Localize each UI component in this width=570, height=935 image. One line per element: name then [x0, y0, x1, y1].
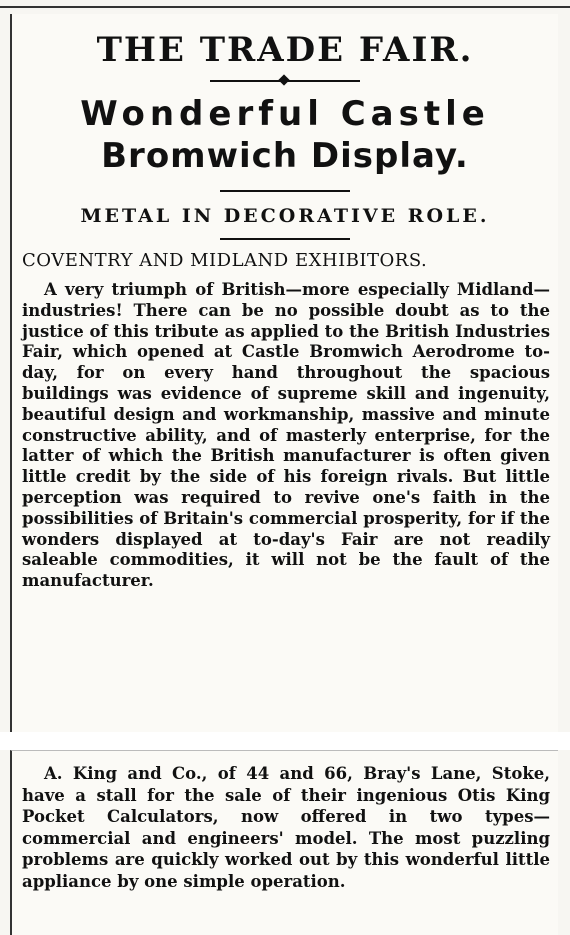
section-heading: COVENTRY AND MIDLAND EXHIBITORS. [22, 250, 428, 271]
subheadline-line-2: Bromwich Display. [101, 136, 469, 176]
ornamental-divider [210, 76, 360, 86]
divider-rule-1 [220, 190, 350, 192]
subheadline-line-1: Wonderful Castle [80, 94, 490, 134]
article-clipping-continuation [10, 750, 558, 935]
article-clipping-main [10, 14, 558, 732]
deck-heading: METAL IN DECORATIVE ROLE. [80, 205, 490, 227]
top-border-rule [0, 6, 570, 8]
divider-rule-2 [220, 238, 350, 240]
article-paragraph-1: A very triumph of British—more especially Midland—industries! There can be no possible doubt as to the justice of this tribute as applied to the British Industries Fair, which opened at Castle Bromwich Aerodrome to-day, for on every hand throughout the spacious buildings was evidence of supreme skill and ingenuity, beautiful design and workmanship, massive and minute constructive ability, and of masterly enterprise, for the latter of which the British manufacturer is often given little credit by the side of his foreign rivals. But little perception was required to revive one's faith in the possibilities of Britain's commercial prosperity, for if the wonders displayed at to-day's Fair are not readily saleable commodities, it will not be the fault of the manufacturer. [22, 280, 550, 591]
diamond-ornament-icon [278, 74, 289, 85]
article-paragraph-2: A. King and Co., of 44 and 66, Bray's Lane, Stoke, have a stall for the sale of their ingenious Otis King Pocket Calculators, now offered in two types—commercial and engineers' model. The most puzzling problems are quickly worked out by this wonderful little appliance by one simple operation. [22, 764, 550, 891]
clipping-gap [0, 732, 570, 750]
headline: THE TRADE FAIR. [96, 30, 474, 70]
